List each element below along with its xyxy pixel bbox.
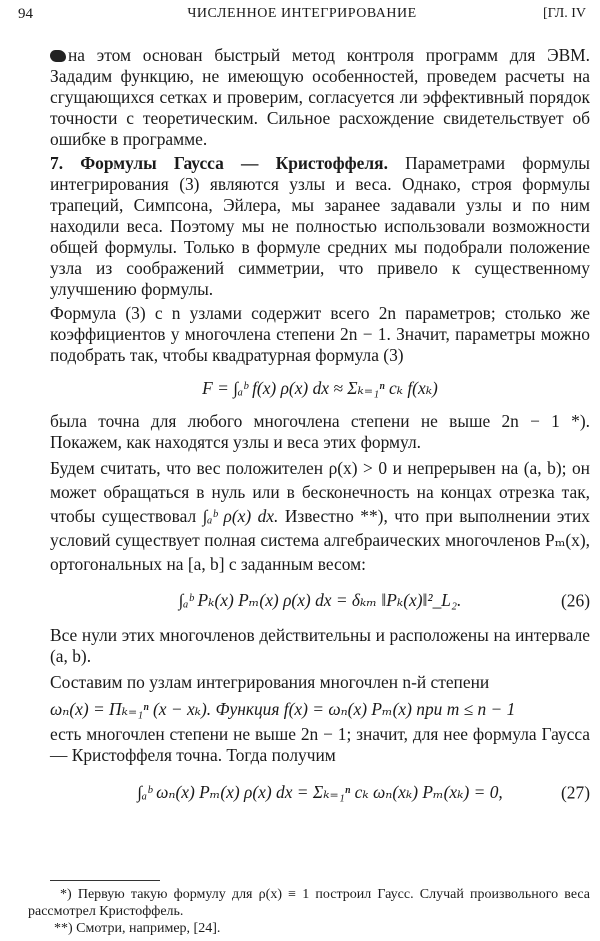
paragraph-3: Формула (3) с n узлами содержит всего 2n параметров; столько же коэффициентов у многочлена степени 2n − 1. Значит, параметры можно подобрать так, чтобы квадратурная формула (3): [50, 303, 590, 365]
footnote-1: *) Первую такую формулу для ρ(x) ≡ 1 построил Гаусс. Случай произвольного веса рассмотрел Кристоффель.: [28, 887, 590, 919]
formula-orthogonality-nodes: ∫ₐᵇ ωₙ(x) Pₘ(x) ρ(x) dx = Σₖ₌₁ⁿ cₖ ωₙ(xₖ) Pₘ(xₖ) = 0, (27): [137, 782, 590, 802]
paragraph-1: на этом основан быстрый метод контроля программ для ЭВМ. Зададим функцию, не имеющую особенностей, проведем расчеты на сгущающихся сетках и проверим, согласуется ли эффективный порядок точности с теоретическим. Сильное расхождение свидетельствует об ошибке в программе.: [50, 45, 590, 149]
paragraph-7-formula-line: ωₙ(x) = Πₖ₌₁ⁿ (x − xₖ). Функция f(x) = ωₙ(x) Pₘ(x) при m ≤ n − 1: [50, 699, 516, 719]
page-body: [50, 45, 590, 803]
footnote-rule: [50, 880, 160, 881]
paragraph-7: Составим по узлам интегрирования многочлен n-й степени: [50, 672, 490, 692]
paragraph-4: была точна для любого многочлена степени не выше 2n − 1 *). Покажем, как находятся узлы и веса этих формул.: [50, 411, 590, 452]
page-number: 94: [18, 6, 33, 22]
paragraph-5: Будем считать, что вес положителен ρ(x) > 0 и непрерывен на (a, b); он может обращаться в нуль или в бесконечность на концах отрезка так, чтобы существовал ∫ₐᵇ ρ(x) dx. Известно **), что при выполнении этих условий существует полная система алгебраических многочленов Pₘ(x), ортогональных на [a, b] с заданным весом:: [50, 458, 590, 574]
page-header: [18, 6, 586, 28]
paragraph-7-cont: есть многочлен степени не выше 2n − 1; значит, для нее формула Гаусса — Кристоффеля точна. Тогда получим: [50, 724, 590, 765]
chapter-label: [ГЛ. IV: [543, 6, 586, 21]
formula-orthogonality: ∫ₐᵇ Pₖ(x) Pₘ(x) ρ(x) dx = δₖₘ ‖Pₖ(x)‖²_L₂. (26): [178, 590, 590, 610]
paragraph-6: Все нули этих многочленов действительны и расположены на интервале (a, b).: [50, 625, 590, 666]
footnote-2: **) Смотри, например, [24].: [54, 921, 221, 936]
section-heading: 7. Формулы Гаусса — Кристоффеля.: [50, 153, 388, 173]
equation-number-26: (26): [561, 590, 590, 610]
formula-quadrature: F = ∫ₐᵇ f(x) ρ(x) dx ≈ Σₖ₌₁ⁿ cₖ f(xₖ): [202, 378, 438, 398]
equation-number-27: (27): [561, 782, 590, 802]
running-title: ЧИСЛЕННОЕ ИНТЕГРИРОВАНИЕ: [187, 6, 417, 21]
paragraph-section-7: 7. Формулы Гаусса — Кристоффеля. Параметрами формулы интегрирования (3) являются узлы и веса. Однако, строя формулы трапеций, Симпсона, Эйлера, мы заранее задавали узлы и по ним находили веса. Поэтому мы не полностью использовали возможности общей формулы. Только в формуле средних мы подобрали положение узла из соображений симметрии, что привело к существенному улучшению формулы.: [50, 153, 590, 299]
inline-weight-integral: ∫ₐᵇ ρ(x) dx.: [202, 506, 279, 526]
ink-blot-icon: [50, 50, 66, 62]
